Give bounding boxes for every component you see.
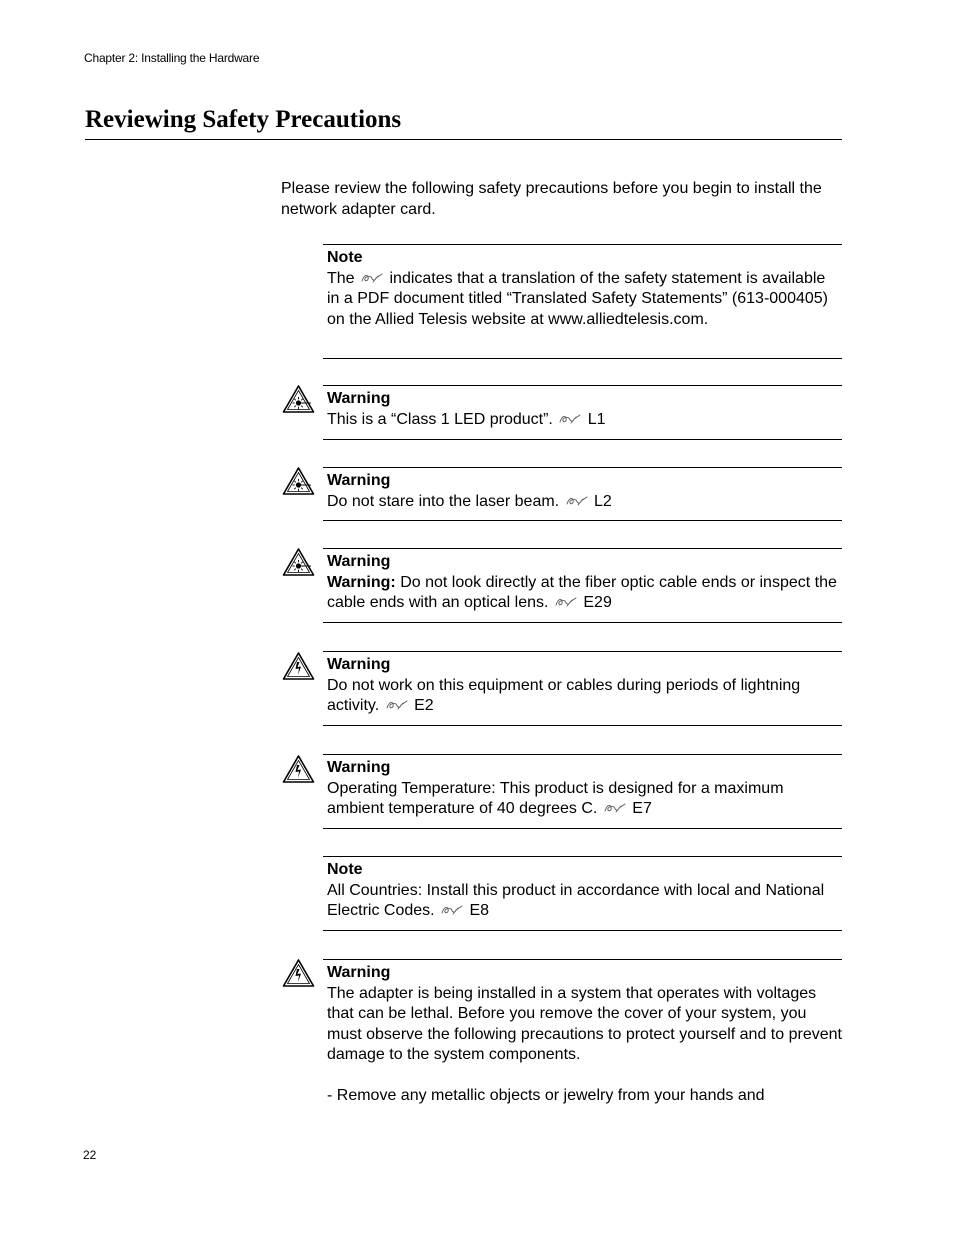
notice-text: Do not work on this equipment or cables during periods of lightning activity. E2	[327, 676, 801, 714]
precaution-list-item: - Remove any metallic objects or jewelry from your hands and	[327, 1087, 765, 1104]
statement-code: E29	[583, 594, 612, 611]
note-electric-codes	[323, 856, 842, 931]
statement-code: E8	[469, 902, 490, 919]
notice-heading: Note	[327, 861, 363, 878]
translation-icon	[566, 495, 588, 507]
notice-heading: Warning	[327, 759, 391, 776]
warning-fiber-optic	[323, 548, 842, 623]
notice-heading: Warning	[327, 553, 391, 570]
translation-icon	[604, 802, 626, 814]
warning-class1-led	[323, 385, 842, 440]
notice-text: The indicates that a translation of the safety statement is available in a PDF document titled “Translated Safety Statements” (613-000405) on the Allied Telesis website at www.alliedtelesis.com.	[327, 269, 828, 328]
notice-heading: Note	[327, 249, 363, 266]
translation-icon	[361, 272, 383, 284]
warning-operating-temperature	[323, 754, 842, 829]
statement-code: L1	[587, 410, 606, 428]
translation-icon	[555, 596, 577, 608]
translation-icon	[441, 904, 463, 916]
section-title: Reviewing Safety Precautions	[85, 106, 402, 133]
warning-laser-beam	[323, 467, 842, 521]
notice-heading: Warning	[327, 472, 391, 489]
electrical-hazard-icon	[282, 958, 315, 988]
notice-text: Do not stare into the laser beam. L2	[327, 492, 612, 510]
notice-text: The adapter is being installed in a system that operates with voltages that can be lethal. Before you remove the cover of your system, you must observe the following precautions to protect yourself and to prevent damage to the system components. - Remove any metallic objects or jewelry from your hands and	[327, 984, 842, 1107]
electrical-hazard-icon	[282, 754, 315, 784]
translation-icon	[559, 413, 581, 425]
notice-heading: Warning	[327, 390, 391, 407]
statement-code: L2	[594, 492, 612, 510]
notice-text: Operating Temperature: This product is designed for a maximum ambient temperature of 40 degrees C. E7	[327, 779, 784, 817]
notice-heading: Warning	[327, 656, 391, 673]
laser-hazard-icon	[282, 384, 315, 414]
translation-icon	[386, 699, 408, 711]
notice-heading: Warning	[327, 964, 391, 981]
notice-text: Warning: Do not look directly at the fiber optic cable ends or inspect the cable ends with an optical lens. E29	[327, 573, 837, 611]
title-rule	[85, 139, 842, 140]
page-number: 22	[83, 1148, 97, 1162]
notice-text: This is a “Class 1 LED product”. L1	[327, 410, 606, 428]
statement-code: E2	[414, 697, 434, 714]
laser-hazard-icon	[282, 466, 315, 496]
warning-lethal-voltages	[323, 959, 842, 1109]
running-head: Chapter 2: Installing the Hardware	[84, 51, 260, 65]
intro-paragraph: Please review the following safety precautions before you begin to install the network adapter card.	[281, 180, 822, 218]
statement-code: E7	[632, 800, 652, 817]
laser-hazard-icon	[282, 547, 315, 577]
electrical-hazard-icon	[282, 651, 315, 681]
note-translation	[323, 244, 842, 359]
notice-text: All Countries: Install this product in accordance with local and National Electric Codes. E8	[327, 881, 825, 919]
warning-lightning	[323, 651, 842, 726]
